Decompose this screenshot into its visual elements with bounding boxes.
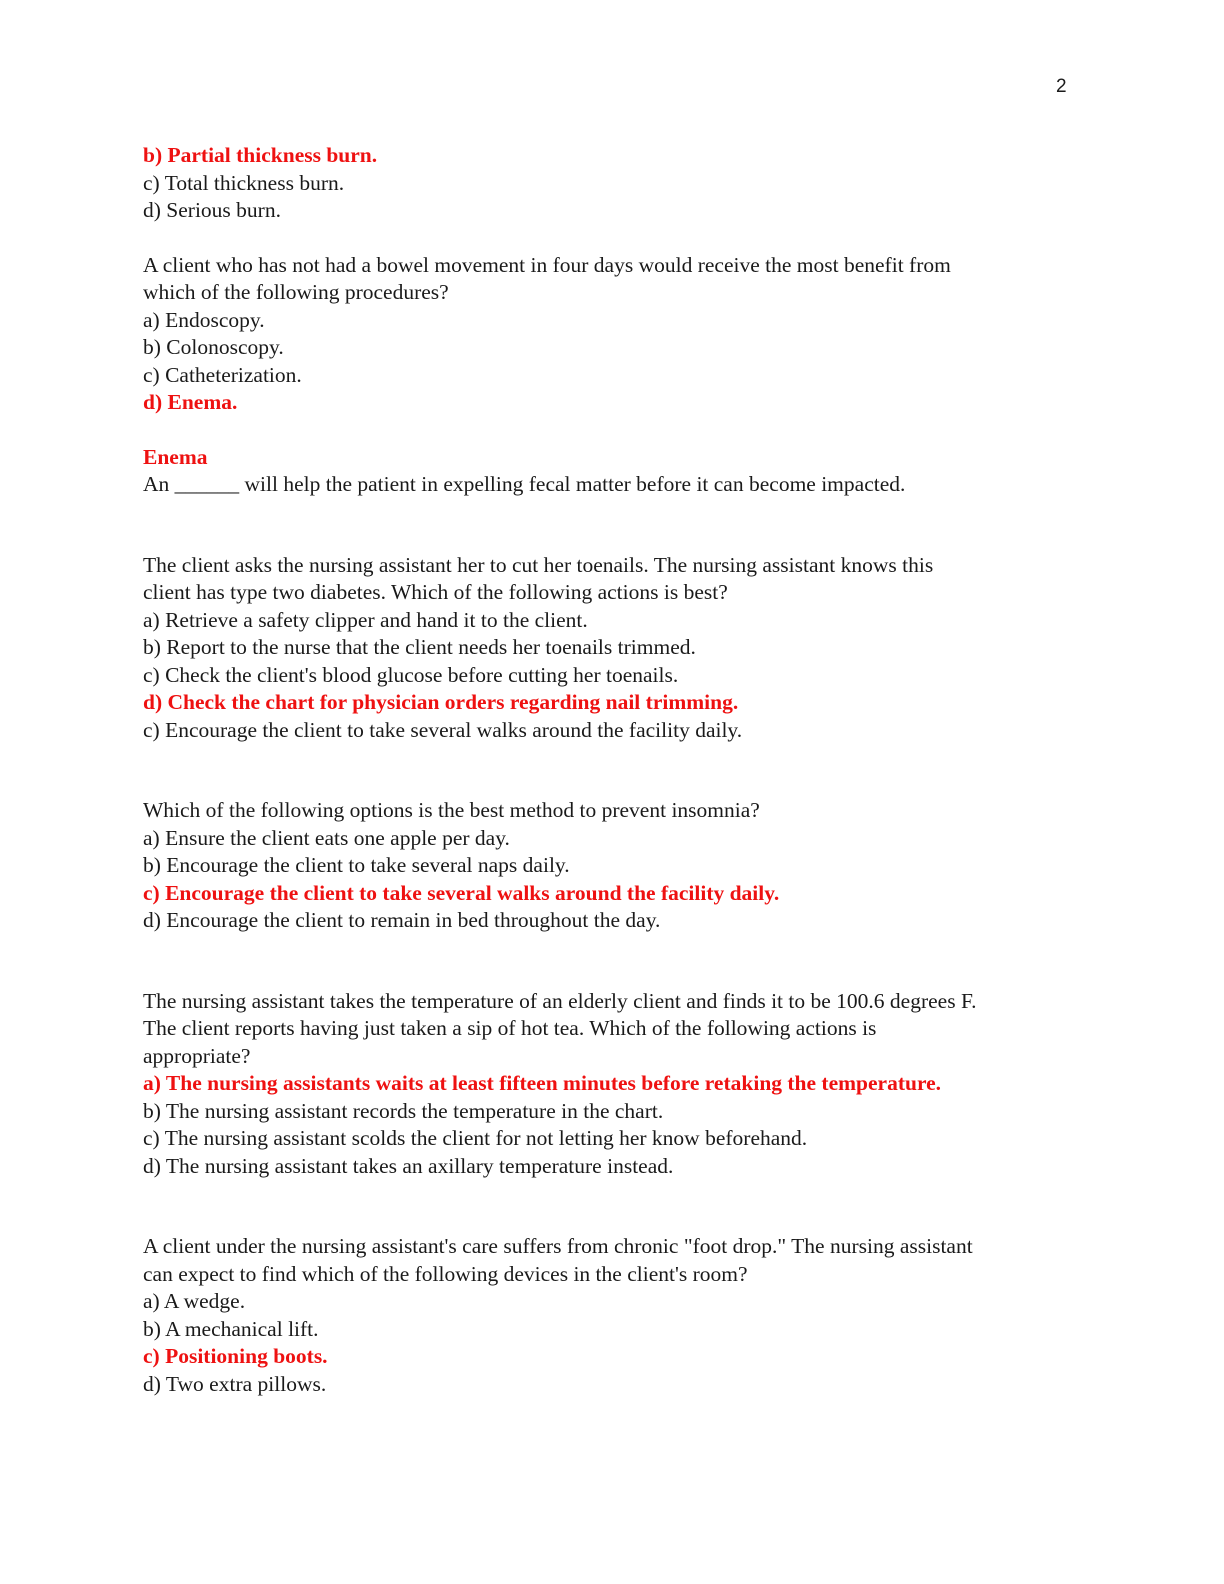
question-toenails (143, 552, 1073, 745)
option: c) Check the client's blood glucose before cutting her toenails. (143, 662, 679, 687)
option: b) Encourage the client to take several naps daily. (143, 853, 570, 877)
question-stem: The client reports having just taken a sip of hot tea. Which of the following actions is (143, 1016, 877, 1040)
question-insomnia (143, 797, 1073, 935)
option: b) The nursing assistant records the temperature in the chart. (143, 1098, 664, 1123)
document-body (143, 142, 1073, 1398)
option: b) A mechanical lift. (143, 1316, 319, 1341)
option: d) Serious burn. (143, 198, 281, 222)
option: d) Encourage the client to remain in bed throughout the day. (143, 908, 661, 932)
option: a) A wedge. (143, 1289, 246, 1313)
flashcard-term: Enema (143, 444, 208, 469)
question-foot-drop (143, 1233, 1073, 1398)
option: c) The nursing assistant scolds the client for not letting her know beforehand. (143, 1126, 808, 1150)
question-temperature (143, 988, 1073, 1181)
correct-answer: d) Enema. (143, 390, 238, 414)
question-stem: A client under the nursing assistant's care suffers from chronic "foot drop." The nursing assistant (143, 1234, 973, 1258)
option: c) Catheterization. (143, 362, 302, 387)
page-number: 2 (1056, 76, 1067, 97)
correct-answer: a) The nursing assistants waits at least fifteen minutes before retaking the temperature. (143, 1071, 942, 1095)
flashcard-enema (143, 444, 1073, 499)
question-stem: A client who has not had a bowel movement in four days would receive the most benefit from (143, 252, 951, 277)
question-bowel (143, 252, 1073, 417)
flashcard-definition: An ______ will help the patient in expelling fecal matter before it can become impacted. (143, 472, 906, 496)
question-stem: appropriate? (143, 1043, 251, 1068)
correct-answer: c) Positioning boots. (143, 1344, 328, 1368)
question-stem: Which of the following options is the best method to prevent insomnia? (143, 798, 760, 822)
option: c) Encourage the client to take several walks around the facility daily. (143, 717, 743, 742)
option: d) Two extra pillows. (143, 1371, 327, 1396)
question-stem: which of the following procedures? (143, 280, 449, 304)
correct-answer: c) Encourage the client to take several walks around the facility daily. (143, 880, 780, 905)
option: d) The nursing assistant takes an axillary temperature instead. (143, 1153, 674, 1178)
option: a) Endoscopy. (143, 307, 265, 332)
option: a) Ensure the client eats one apple per day. (143, 825, 510, 850)
question-stem: The client asks the nursing assistant her to cut her toenails. The nursing assistant knows this (143, 552, 934, 577)
option: b) Report to the nurse that the client needs her toenails trimmed. (143, 635, 696, 659)
option: b) Colonoscopy. (143, 335, 284, 359)
option: a) Retrieve a safety clipper and hand it to the client. (143, 607, 588, 632)
question-stem: The nursing assistant takes the temperature of an elderly client and finds it to be 100.6 degrees F. (143, 988, 977, 1013)
question-burn-continued (143, 142, 1073, 225)
question-stem: client has type two diabetes. Which of the following actions is best? (143, 580, 728, 604)
option: c) Total thickness burn. (143, 170, 345, 195)
correct-answer: b) Partial thickness burn. (143, 143, 378, 167)
correct-answer: d) Check the chart for physician orders regarding nail trimming. (143, 690, 739, 714)
question-stem: can expect to find which of the following devices in the client's room? (143, 1261, 748, 1286)
